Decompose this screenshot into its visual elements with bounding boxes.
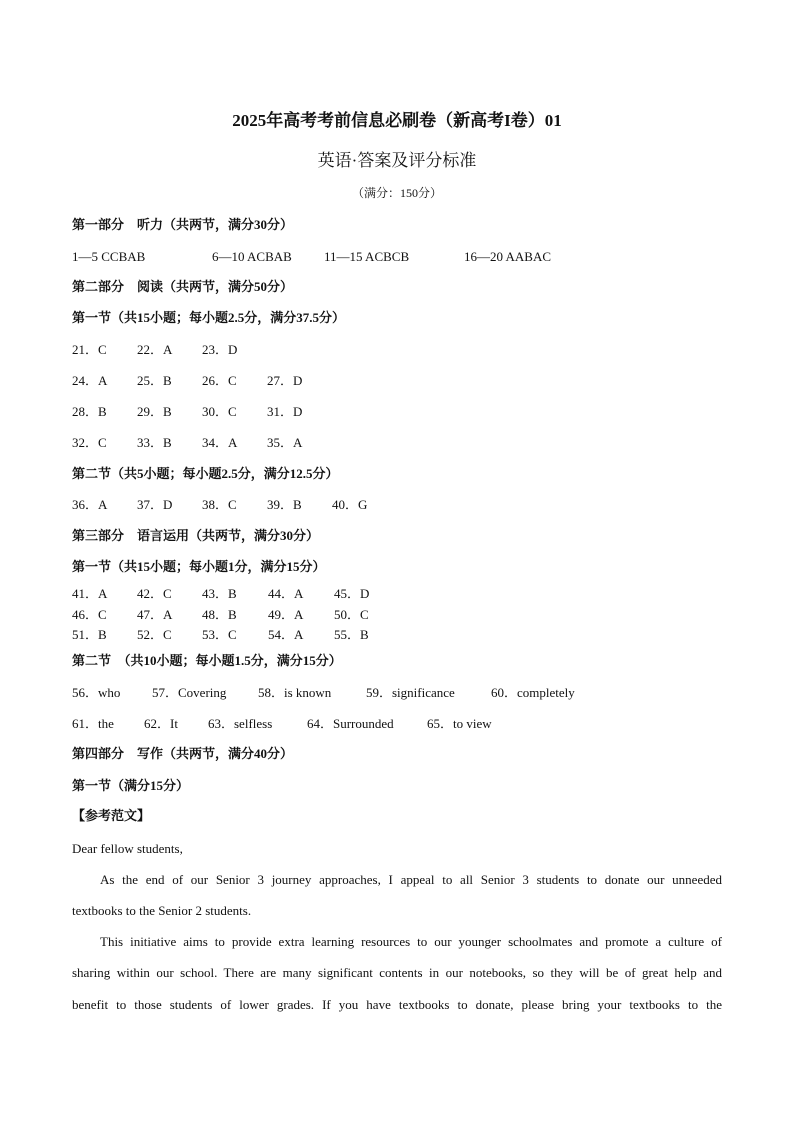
answer-item: 64．Surrounded xyxy=(307,716,394,731)
answer-item: 49．A xyxy=(268,607,304,622)
answer-group: 1—5 CCBAB xyxy=(72,249,146,264)
part4-heading: 第四部分 写作（共两节，满分40分） xyxy=(72,746,294,761)
answer-item: 44．A xyxy=(268,586,304,601)
answer-item: 60．completely xyxy=(491,685,575,700)
answer-item: 36．A xyxy=(72,497,108,512)
answer-item: 58．is known xyxy=(258,685,332,700)
answer-item: 43．B xyxy=(202,586,237,601)
document-subtitle: 英语·答案及评分标准 xyxy=(317,151,477,170)
answer-item: 34．A xyxy=(202,435,238,450)
sample-essay-label: 【参考范文】 xyxy=(72,808,151,823)
answer-item: 61．the xyxy=(72,716,114,731)
answer-item: 27．D xyxy=(267,373,303,388)
answer-item: 23．D xyxy=(202,342,238,357)
answer-item: 46．C xyxy=(72,607,107,622)
answer-item: 47．A xyxy=(137,607,173,622)
essay-paragraph-line: sharing within our school. There are many significant contents in our notebooks, so they will be of great help and xyxy=(72,965,722,980)
answer-item: 22．A xyxy=(137,342,173,357)
answer-item: 59．significance xyxy=(366,685,455,700)
part2-heading: 第二部分 阅读（共两节，满分50分） xyxy=(72,279,294,294)
answer-group: 11—15 ACBCB xyxy=(324,249,410,264)
answer-item: 41．A xyxy=(72,586,108,601)
part3-heading: 第三部分 语言运用（共两节，满分30分） xyxy=(72,528,320,543)
answer-item: 48．B xyxy=(202,607,237,622)
answer-item: 51．B xyxy=(72,627,107,642)
answer-item: 56．who xyxy=(72,685,121,700)
essay-paragraph-line: As the end of our Senior 3 journey approaches, I appeal to all Senior 3 students to donate our unneeded xyxy=(100,872,722,887)
answer-item: 57．Covering xyxy=(152,685,227,700)
part1-heading: 第一部分 听力（共两节，满分30分） xyxy=(72,217,294,232)
answer-item: 39．B xyxy=(267,497,302,512)
answer-item: 55．B xyxy=(334,627,369,642)
answer-item: 21．C xyxy=(72,342,107,357)
answer-item: 24．A xyxy=(72,373,108,388)
answer-item: 37．D xyxy=(137,497,173,512)
answer-item: 45．D xyxy=(334,586,370,601)
answer-item: 63．selfless xyxy=(208,716,273,731)
answer-item: 40．G xyxy=(332,497,368,512)
answer-item: 53．C xyxy=(202,627,237,642)
answer-group: 16—20 AABAC xyxy=(464,249,552,264)
part3-section2-heading: 第二节 （共10小题；每小题1.5分，满分15分） xyxy=(72,653,342,668)
answer-item: 35．A xyxy=(267,435,303,450)
answer-item: 30．C xyxy=(202,404,237,419)
essay-paragraph-line: benefit to those students of lower grades. If you have textbooks to donate, please bring your textbooks to the xyxy=(72,997,722,1012)
answer-item: 33．B xyxy=(137,435,172,450)
answer-item: 28．B xyxy=(72,404,107,419)
answer-group: 6—10 ACBAB xyxy=(212,249,292,264)
essay-paragraph-line: This initiative aims to provide extra learning resources to our younger schoolmates and promote a culture of xyxy=(100,934,722,949)
answer-item: 54．A xyxy=(268,627,304,642)
part4-section1-heading: 第一节（满分15分） xyxy=(72,778,190,793)
essay-paragraph-line: textbooks to the Senior 2 students. xyxy=(72,903,252,918)
part2-section2-heading: 第二节（共5小题；每小题2.5分，满分12.5分） xyxy=(72,466,339,481)
document-title: 2025年高考考前信息必刷卷（新高考I卷）01 xyxy=(232,111,562,130)
part3-section1-heading: 第一节（共15小题；每小题1分，满分15分） xyxy=(72,559,326,574)
answer-item: 29．B xyxy=(137,404,172,419)
answer-item: 32．C xyxy=(72,435,107,450)
answer-item: 52．C xyxy=(137,627,172,642)
answer-item: 26．C xyxy=(202,373,237,388)
answer-item: 62．It xyxy=(144,716,178,731)
part2-section1-heading: 第一节（共15小题；每小题2.5分，满分37.5分） xyxy=(72,310,346,325)
answer-item: 42．C xyxy=(137,586,172,601)
answer-item: 25．B xyxy=(137,373,172,388)
answer-item: 31．D xyxy=(267,404,303,419)
essay-greeting: Dear fellow students, xyxy=(72,841,183,856)
score-note: （满分：150分） xyxy=(351,186,442,200)
answer-item: 50．C xyxy=(334,607,369,622)
answer-item: 65．to view xyxy=(427,716,492,731)
answer-item: 38．C xyxy=(202,497,237,512)
